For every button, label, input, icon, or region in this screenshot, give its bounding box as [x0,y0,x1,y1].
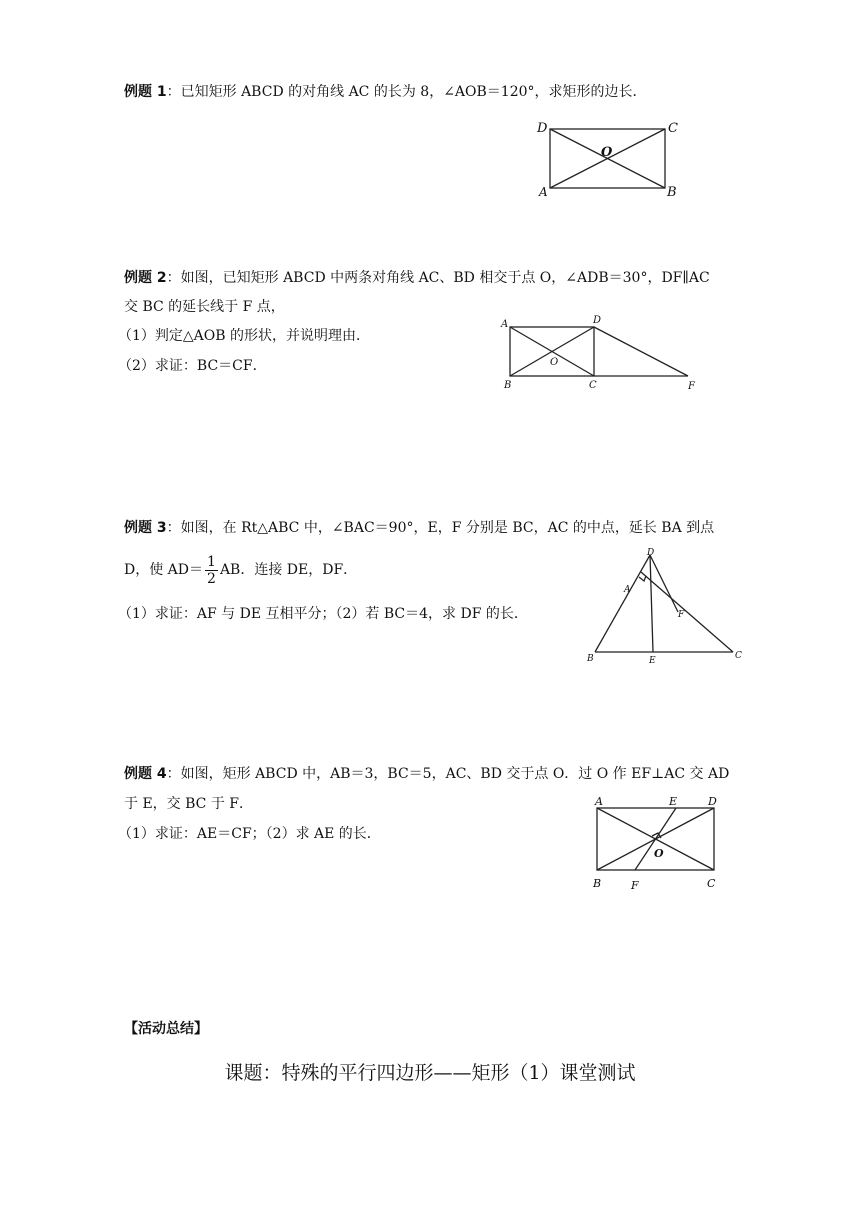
label-D: D [647,548,655,558]
example-3-text-1: ：如图，在 Rt△ABC 中，∠BAC＝90°，E，F 分别是 BC，AC 的中点，延长 BA 到点 [166,520,715,536]
example-1-label: 例题 1 [124,84,167,100]
example-2-question-1: （1）判定△AOB 的形状，并说明理由． [118,328,370,344]
example-4-question: （1）求证：AE＝CF；（2）求 AE 的长． [118,826,381,842]
label-A: A [624,585,631,595]
example-1-text: ：已知矩形 ABCD 的对角线 AC 的长为 8，∠AOB＝120°，求矩形的边长． [166,84,647,100]
label-C: C [735,651,742,661]
lesson-title: 课题：特殊的平行四边形——矩形（1）课堂测试 [224,1062,636,1084]
segment-ac [641,572,733,652]
label-C: C [589,380,597,391]
label-F: F [631,879,639,892]
label-E: E [669,795,678,808]
fraction-one-half [205,554,218,587]
fraction-denominator: 2 [207,570,216,587]
label-C: C [707,877,716,890]
segment-ef [635,808,676,870]
example-1-figure [530,112,690,202]
label-B: B [593,877,602,890]
example-2-text-1: ：如图，已知矩形 ABCD 中两条对角线 AC、BD 相交于点 O，∠ADB＝30°，DF∥AC [166,270,710,286]
example-3-line-1 [124,518,714,538]
label-O: O [654,847,664,860]
label-O: O [601,145,613,160]
example-4-line-1 [124,764,729,784]
example-4-text-1: ：如图，矩形 ABCD 中，AB＝3，BC＝5，AC、BD 交于点 O．过 O 作 EF⊥AC 交 AD [166,766,730,782]
label-D: D [537,121,548,136]
example-4-label: 例题 4 [124,766,167,782]
example-2-label: 例题 2 [124,270,167,286]
label-F: F [688,381,695,392]
right-angle-mark [639,576,646,581]
label-A: A [501,319,509,330]
label-O: O [550,357,559,368]
example-2-figure [496,312,706,392]
example-4-line-2: 于 E，交 BC 于 F． [124,796,253,812]
segment-de [650,555,653,652]
example-2-line-1 [124,268,710,288]
example-3-label: 例题 3 [124,520,167,536]
label-B: B [667,185,677,200]
activity-summary-heading: 【活动总结】 [124,1021,208,1037]
example-3-question: （1）求证：AF 与 DE 互相平分；（2）若 BC＝4，求 DF 的长． [118,606,528,622]
label-A: A [539,185,548,199]
segment-bd [595,555,650,652]
label-D: D [593,315,602,326]
example-1-statement [124,82,647,102]
example-3-text-2a: D，使 AD＝ [124,562,204,578]
example-3-figure [578,544,753,670]
example-4-figure [588,792,728,894]
example-2-question-2: （2）求证：BC＝CF． [118,358,267,374]
label-F: F [678,610,685,620]
label-C: C [668,121,678,136]
label-D: D [708,795,717,808]
example-3-text-2b: AB．连接 DE，DF． [219,562,358,578]
label-B: B [504,380,512,391]
label-A: A [595,795,603,808]
label-B: B [587,654,594,664]
segment-df [594,327,688,376]
example-3-line-2 [124,552,357,588]
label-E: E [649,656,656,666]
fraction-numerator: 1 [207,553,216,570]
example-2-line-2: 交 BC 的延长线于 F 点， [124,299,285,315]
